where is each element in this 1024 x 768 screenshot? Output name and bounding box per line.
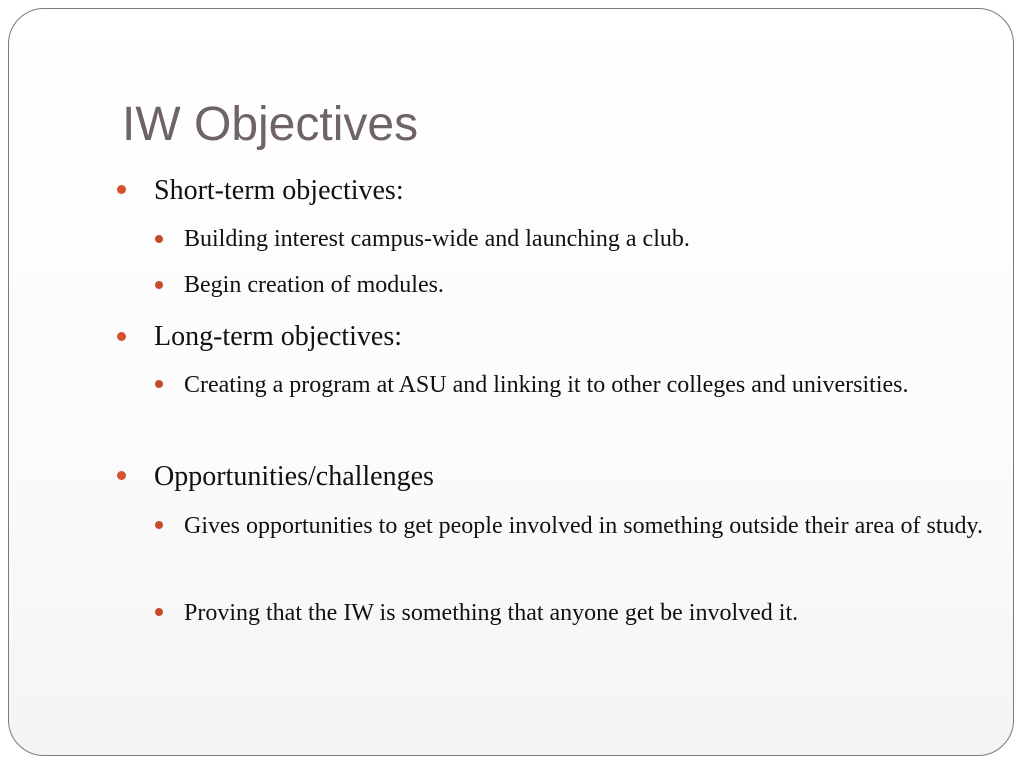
sub-bullet-opportunities-involved: Gives opportunities to get people involved in something outside their area of study. [184, 513, 983, 539]
bullet-icon [117, 471, 126, 480]
slide-title: IW Objectives [122, 98, 419, 151]
sub-bullet-icon [155, 380, 163, 388]
sub-bullet-icon [155, 608, 163, 616]
sub-bullet-icon [155, 521, 163, 529]
sub-bullet-modules: Begin creation of modules. [184, 272, 444, 298]
bullet-long-term: Long-term objectives: [154, 321, 403, 352]
sub-bullet-program-asu: Creating a program at ASU and linking it to other colleges and universities. [184, 372, 909, 398]
bullet-icon [117, 185, 126, 194]
bullet-opportunities: Opportunities/challenges [154, 461, 434, 492]
sub-bullet-building-interest: Building interest campus-wide and launching a club. [184, 226, 690, 252]
slide-frame [8, 8, 1014, 756]
bullet-icon [117, 332, 126, 341]
bullet-short-term: Short-term objectives: [154, 175, 404, 206]
sub-bullet-icon [155, 235, 163, 243]
sub-bullet-icon [155, 281, 163, 289]
sub-bullet-proving-iw: Proving that the IW is something that anyone get be involved it. [184, 600, 799, 626]
